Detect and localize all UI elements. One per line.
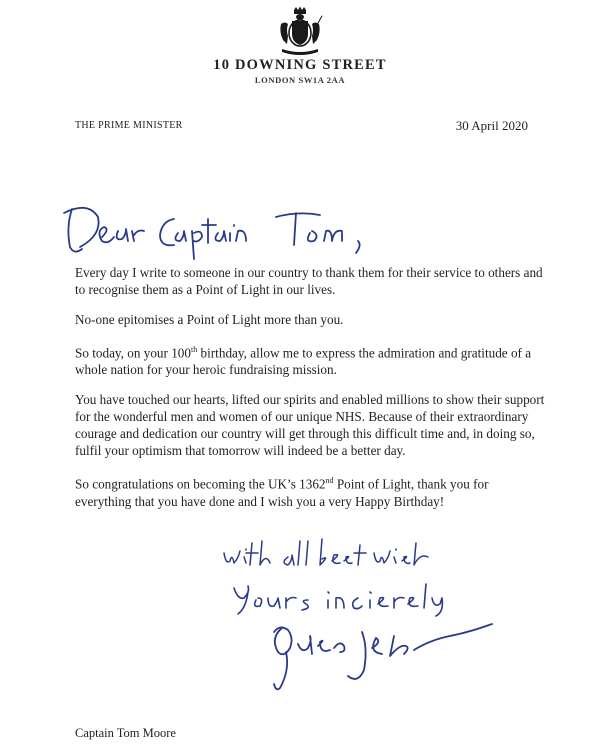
address-line-1: 10 DOWNING STREET [213, 57, 387, 73]
letter-date: 30 April 2020 [455, 118, 528, 133]
body-paragraph-5: So congratulations on becoming the UK’s 1362nd Point of Light, thank you for everything that you have done and I wish you a very Happy Birthday! [75, 476, 489, 509]
handwritten-closing [218, 535, 433, 577]
body-paragraph-2: No-one epitomises a Point of Light more than you. [75, 312, 344, 327]
royal-coat-of-arms-icon [277, 6, 323, 56]
body-paragraph-1: Every day I write to someone in our country to thank them for their service to others and to recognise them as a Point of Light in our lives. [75, 265, 543, 297]
letter-body [75, 264, 545, 523]
recipient-name: Captain Tom Moore [75, 726, 176, 740]
body-paragraph-4: You have touched our hearts, lifted our spirits and enabled millions to show their support for the wonderful men and women of our unique NHS. Because of their extraordinary courage and dedication our country will get through this difficult time and, in doing so, fulfil your optimism that tomorrow will indeed be a better day. [75, 392, 545, 459]
handwritten-sincerely [228, 578, 453, 618]
body-paragraph-3: So today, on your 100th birthday, allow me to express the admiration and gratitude of a whole nation for your heroic fundraising mission. [75, 345, 532, 378]
handwritten-salutation [58, 195, 428, 267]
letterhead-address [0, 57, 600, 85]
address-line-2: LONDON SW1A 2AA [254, 75, 346, 85]
sender-office: THE PRIME MINISTER [75, 120, 183, 131]
handwritten-signature [260, 618, 500, 696]
